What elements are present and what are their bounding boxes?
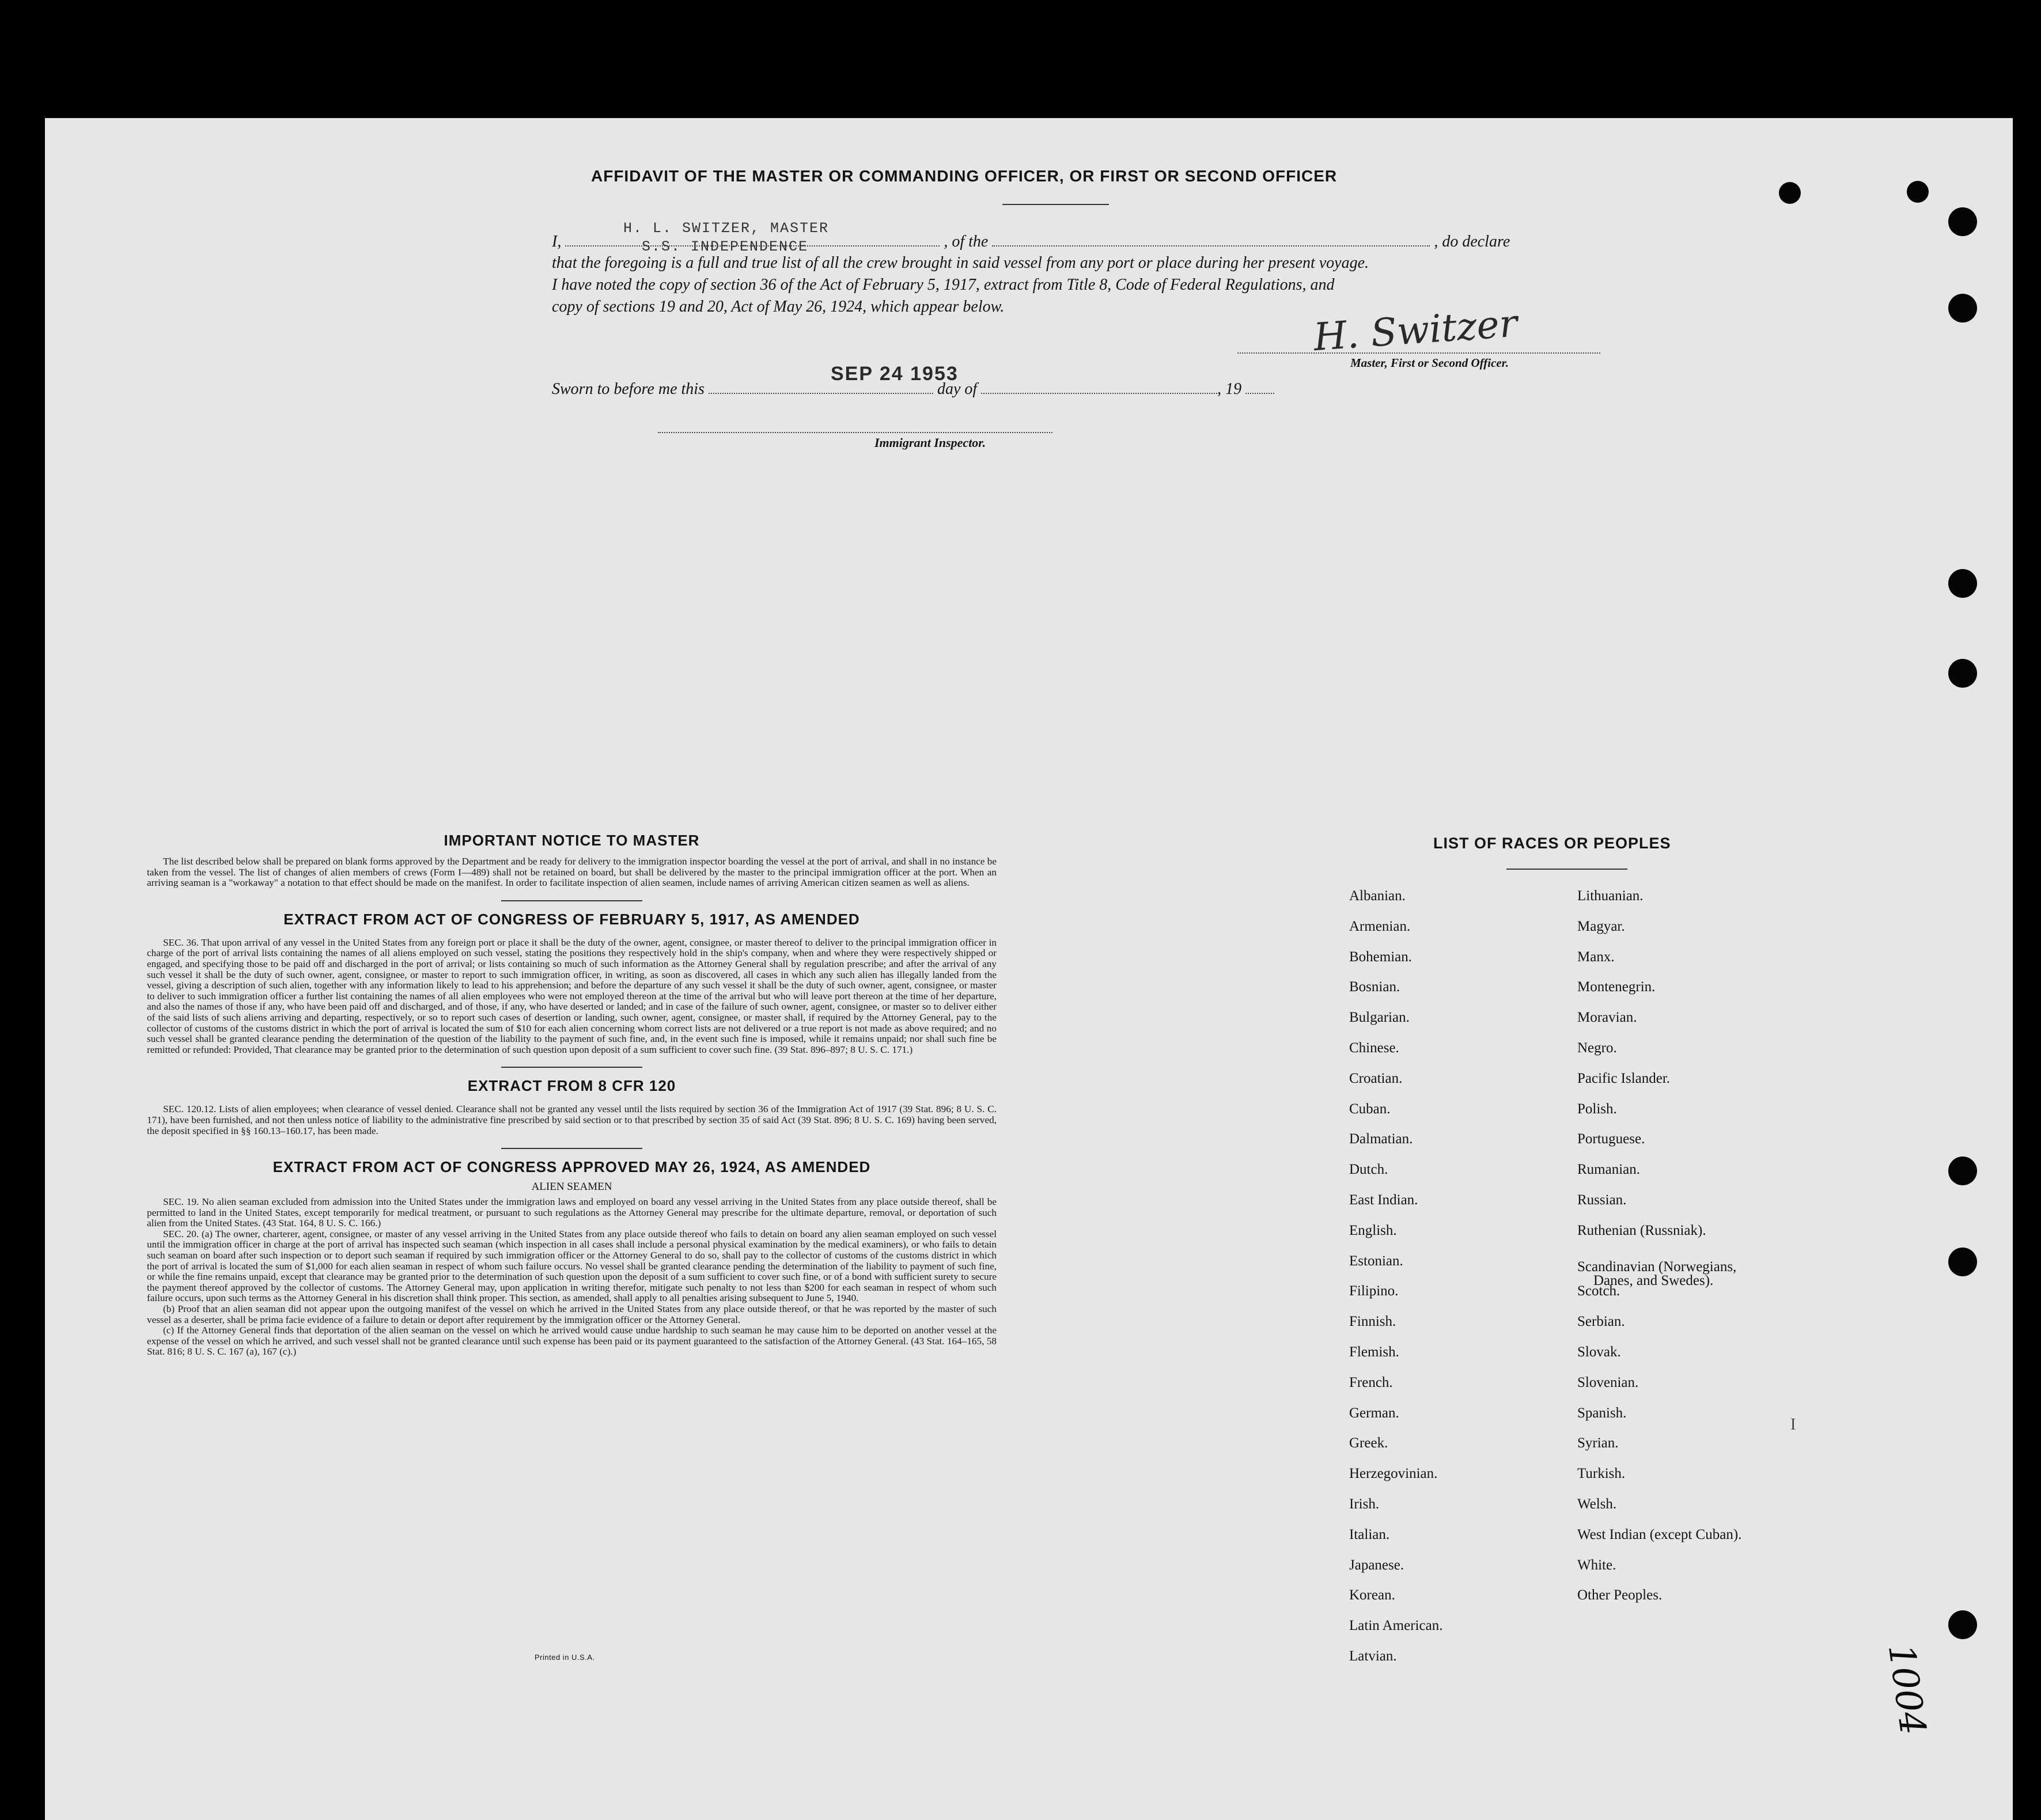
race-item: Negro. [1577,1040,1617,1056]
vessel-field [992,230,1430,247]
race-item: Lithuanian. [1577,888,1644,904]
race-item: Scandinavian (Norwegians, [1577,1258,1737,1275]
race-item: Korean. [1349,1587,1395,1603]
race-item: Montenegrin. [1577,979,1656,995]
race-item: Other Peoples. [1577,1587,1663,1603]
race-item: Magyar. [1577,918,1625,934]
affidavit-title: AFFIDAVIT OF THE MASTER OR COMMANDING OFFICER, OR FIRST OR SECOND OFFICER [591,167,1338,185]
punch-hole [1948,294,1977,323]
section-19-paragraph: SEC. 19. No alien seaman excluded from admission into the United States under the immigration laws and employed on board any vessel arriving in the United States from any place outside thereof, shall be permitted to land in the United States, except temporarily for medical treatment, or pursuant to such regulations as the Attorney General may prescribe for the ultimate departure, removal, or deportation of such alien from the United States. (43 Stat. 164, 8 U. S. C. 166.) [147,1196,997,1229]
punch-hole [1948,1248,1977,1276]
notice-text [147,856,997,889]
race-item: Italian. [1349,1526,1390,1542]
race-item: Danes, and Swedes). [1593,1272,1714,1288]
race-item: Welsh. [1577,1496,1617,1512]
race-item: Syrian. [1577,1435,1619,1451]
race-item: Scotch. [1577,1283,1620,1299]
race-item: Armenian. [1349,918,1411,934]
race-item: West Indian (except Cuban). [1577,1526,1742,1542]
race-item: Herzegovinian. [1349,1466,1438,1482]
race-item: Latvian. [1349,1648,1397,1664]
race-item: Slovenian. [1577,1374,1639,1390]
day-of-label: day of [937,380,978,398]
extract-1924-text [147,1197,997,1358]
i-label: I, [552,233,562,251]
race-item: Pacific Islander. [1577,1070,1671,1086]
extract-cfr-title: EXTRACT FROM 8 CFR 120 [467,1077,676,1095]
race-item: Turkish. [1577,1466,1626,1482]
divider [501,900,642,901]
race-item: Japanese. [1349,1557,1404,1573]
section-20a-paragraph: SEC. 20. (a) The owner, charterer, agent, consignee, or master of any vessel arriving in the United States from any place outside thereof who fails to detain on board any alien seaman employed on such vessel until the immigration officer in charge at the port of arrival has inspected such seaman (which inspection in all cases shall include a personal physical examination by the medical examiners), or who fails to detain such seaman on board after such inspection or to deport such seaman if required by such immigration officer or the Attorney General to do so, shall pay to the collector of customs of the customs district in which the port of arrival is located the sum of $1,000 for each alien seaman in respect of whom such failure occurs. No vessel shall be granted clearance pending the determination of the liability to payment of such fine, or while the fine remains unpaid, except that clearance may be granted prior to the determination of such question upon the deposit of a sum sufficient to cover such fine, or of a bond with sufficient surety to secure the payment thereof approved by the collector of customs. The Attorney General may, upon application in writing therefor, mitigate such penalty to not less than $200 for each seaman in respect of whom such failure occurs, upon such terms as the Attorney General in his discretion shall think proper. This section, as amended, shall apply to all penalties arising subsequent to June 5, 1940. [147,1228,997,1304]
race-item: Dalmatian. [1349,1131,1413,1147]
punch-hole [1779,182,1801,204]
notice-title: IMPORTANT NOTICE TO MASTER [444,832,700,849]
race-item: White. [1577,1557,1616,1573]
race-item: Greek. [1349,1435,1388,1451]
year-field [1245,378,1274,394]
race-item: Flemish. [1349,1344,1399,1360]
handwritten-page-number: 1004 [1880,1641,1934,1738]
race-item: Russian. [1577,1192,1627,1208]
race-item: Dutch. [1349,1162,1388,1178]
race-item: East Indian. [1349,1192,1418,1208]
section-20c-paragraph: (c) If the Attorney General finds that deportation of the alien seaman on the vessel on which he arrived would cause undue hardship to such seaman he may cause him to be deported on another vessel at the expense of the vessel on which he arrived, and such vessel shall not be granted clearance until such expense has been paid or its payment guaranteed to the satisfaction of the Attorney General. (43 Stat. 164–165, 58 Stat. 816; 8 U. S. C. 167 (a), 167 (c).) [147,1325,997,1358]
affidavit-line-2: that the foregoing is a full and true list of all the crew brought in said vessel from any port or place during her present voyage. [552,254,1369,272]
race-item: Spanish. [1577,1405,1627,1421]
divider [501,1148,642,1149]
races-title: LIST OF RACES OR PEOPLES [1433,835,1671,852]
do-declare-label: , do declare [1434,233,1510,251]
race-item: English. [1349,1222,1397,1238]
race-item: Moravian. [1577,1010,1637,1026]
punch-hole [1948,1610,1977,1639]
printed-in-usa: Printed in U.S.A. [535,1653,595,1662]
race-item: Bohemian. [1349,949,1413,965]
divider [501,1067,642,1068]
race-item: Latin American. [1349,1618,1443,1634]
signature-caption: Master, First or Second Officer. [1350,356,1509,370]
title-rule [1002,204,1109,205]
race-item: Ruthenian (Russniak). [1577,1222,1706,1238]
race-item: French. [1349,1374,1393,1390]
left-column [147,832,997,1358]
race-item: Polish. [1577,1101,1617,1117]
race-item: Croatian. [1349,1070,1403,1086]
inspector-signature-line [658,432,1052,433]
race-item: Bosnian. [1349,979,1400,995]
affidavit-line-3: I have noted the copy of section 36 of the Act of February 5, 1917, extract from Title 8, Code of Federal Regulations, and [552,276,1335,294]
notice-paragraph: The list described below shall be prepared on blank forms approved by the Department and be ready for delivery to the immigration inspector boarding the vessel at the port of arrival, and shall in no instance be taken from the vessel. The list of changes of alien members of crews (Form I—489) shall not be retained on board, but shall be delivered by the master to the principal immigration officer at the port. When an arriving seaman is a "workaway" a notation to that effect should be made on the manifest. In order to facilitate inspection of alien seamen, include names of arriving American citizen seamen as well as aliens. [147,856,997,889]
section-36-paragraph: SEC. 36. That upon arrival of any vessel in the United States from any foreign port or place it shall be the duty of the owner, agent, consignee, or master thereof to deliver to the principal immigration officer in charge of the port of arrival lists containing the names of all aliens employed on such vessel, stating the positions they respectively hold in the ship's company, when and where they were respectively shipped or engaged, and specifying those to be paid off and discharged in the port of arrival; or lists containing so much of such information as the Attorney General shall by regulation prescribe; and after the arrival of any such vessel it shall be the duty of such owner, agent, consignee, or master to report to such immigration officer, in writing, as soon as discovered, all cases in which any such alien has illegally landed from the vessel, giving a description of such alien, together with any information likely to lead to his apprehension; and before the departure of any such vessel it shall be the duty of such owner, agent, consignee, or master to deliver to such immigration officer a further list containing the names of all alien employees who were not employed thereon at the time of the arrival but who will leave port thereon at the time of her departure, and also the names of those if any, who have been paid off and discharged, and of those, if any, who have deserted or landed; and in case of the failure of such owner, agent, consignee, or master so to deliver either of the said lists of such aliens arriving and departing, respectively, or so to report such cases of desertion or landing, such owner, agent, consignee, or master shall, if required by the Attorney General, pay to the collector of customs of the customs district in which the port of arrival is located the sum of $10 for each alien concerning whom correct lists are not delivered or a true report is not made as above required; and no such vessel shall be granted clearance pending the determination of the question of the liability to the payment of such fine, and, in the event such fine is imposed, while it remains unpaid; nor shall such fine be remitted or refunded: Provided, That clearance may be granted prior to the determination of such question upon deposit of a sum sufficient to cover such fine. (39 Stat. 896–897; 8 U. S. C. 171.) [147,936,997,1055]
inspector-label: Immigrant Inspector. [874,435,986,450]
sworn-label: Sworn to before me this [552,380,705,398]
month-field [981,378,1217,394]
affidavit-line-4: copy of sections 19 and 20, Act of May 26, 1924, which appear below. [552,298,1005,316]
race-item: Finnish. [1349,1314,1396,1330]
of-the-label: , of the [944,233,989,251]
race-item: Manx. [1577,949,1615,965]
typed-master-name: H. L. SWITZER, MASTER [623,220,830,237]
extract-1924-title: EXTRACT FROM ACT OF CONGRESS APPROVED MAY 26, 1924, AS AMENDED [272,1158,871,1176]
punch-hole [1948,1157,1977,1185]
race-item: Serbian. [1577,1314,1625,1330]
race-item: Rumanian. [1577,1162,1641,1178]
extract-cfr-text [147,1104,997,1136]
signature-line [1237,352,1600,354]
section-120-12-paragraph: SEC. 120.12. Lists of alien employees; when clearance of vessel denied. Clearance shall not be granted any vessel until the lists required by section 36 of the Immigration Act of 1917 (39 Stat. 896; 8 U. S. C. 171), have been furnished, and not then unless notice of liability to the administrative fine prescribed by said section or to that prescribed by section 35 of said Act (39 Stat. 896; 8 U. S. C. 169) having been served, the deposit specified in §§ 160.13–160.17, has been made. [147,1104,997,1136]
punch-hole [1948,659,1977,688]
race-item: Albanian. [1349,888,1406,904]
extract-1917-text [147,938,997,1056]
section-20b-paragraph: (b) Proof that an alien seaman did not appear upon the outgoing manifest of the vessel on which he arrived in the United States from any place outside thereof, or that he was reported by the master of such vessel as a deserter, shall be prima facie evidence of a failure to detain or deport after requirement by the immigration officer or the Attorney General. [147,1303,997,1325]
race-item: Irish. [1349,1496,1380,1512]
race-item: Cuban. [1349,1101,1391,1117]
race-item: Filipino. [1349,1283,1399,1299]
date-stamp: SEP 24 1953 [831,363,959,385]
margin-mark: I [1790,1416,1796,1434]
race-item: Chinese. [1349,1040,1399,1056]
race-item: Portuguese. [1577,1131,1645,1147]
punch-hole [1948,207,1977,236]
race-item: Bulgarian. [1349,1010,1410,1026]
typed-vessel-name: S.S. INDEPENDENCE [642,238,809,255]
punch-hole [1948,569,1977,598]
races-title-rule [1506,869,1627,870]
punch-hole [1907,181,1929,203]
year-label: , 19 [1217,380,1242,398]
master-signature: H. Switzer [1312,301,1519,360]
race-item: Estonian. [1349,1253,1403,1269]
extract-1917-title: EXTRACT FROM ACT OF CONGRESS OF FEBRUARY 5, 1917, AS AMENDED [283,910,860,928]
race-item: German. [1349,1405,1399,1421]
alien-seamen-subtitle: ALIEN SEAMEN [531,1181,612,1193]
race-item: Slovak. [1577,1344,1621,1360]
